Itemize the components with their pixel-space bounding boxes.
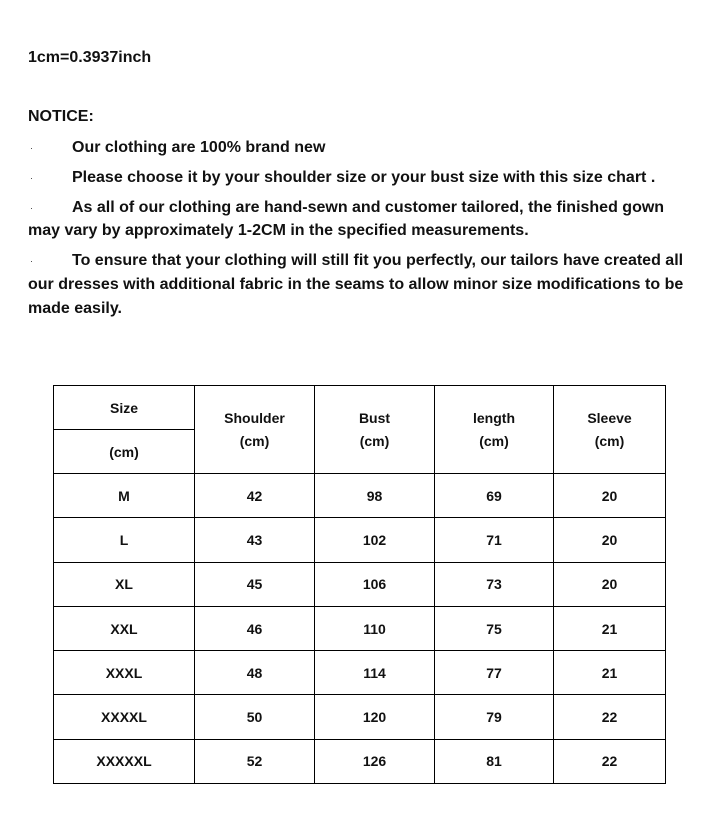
notice-item-4-line-1: To ensure that your clothing will still fit you perfectly, our tailors have created all [72, 252, 684, 269]
shoulder-cell: 50 [195, 695, 315, 739]
size-unit-cell: (cm) [54, 430, 195, 474]
sleeve-cell: 20 [554, 474, 666, 518]
length-cell: 71 [435, 518, 554, 562]
bust-cell: 120 [315, 695, 435, 739]
length-cell: 79 [435, 695, 554, 739]
bust-cell: 110 [315, 606, 435, 650]
size-cell: L [54, 518, 195, 562]
size-cell: XXXXXL [54, 739, 195, 783]
column-header-shoulder: Shoulder (cm) [195, 386, 315, 474]
column-header-length: length (cm) [435, 386, 554, 474]
bullet-marker: · [30, 203, 33, 213]
length-cell: 77 [435, 651, 554, 695]
table-row [54, 474, 666, 518]
sleeve-cell: 21 [554, 606, 666, 650]
bust-cell: 102 [315, 518, 435, 562]
table-row [54, 518, 666, 562]
shoulder-cell: 42 [195, 474, 315, 518]
bullet-marker: · [30, 256, 33, 266]
size-chart-table [53, 385, 666, 784]
table-row [54, 606, 666, 650]
bullet-marker: · [30, 173, 33, 183]
size-cell: XXXL [54, 651, 195, 695]
column-header-sleeve: Sleeve (cm) [554, 386, 666, 474]
sleeve-cell: 20 [554, 518, 666, 562]
shoulder-cell: 43 [195, 518, 315, 562]
bullet-marker: · [30, 143, 33, 153]
table-row [54, 695, 666, 739]
size-cell: XL [54, 562, 195, 606]
bust-cell: 126 [315, 739, 435, 783]
table-row [54, 739, 666, 783]
notice-heading: NOTICE: [28, 108, 94, 125]
shoulder-cell: 48 [195, 651, 315, 695]
bust-cell: 114 [315, 651, 435, 695]
length-cell: 81 [435, 739, 554, 783]
length-cell: 69 [435, 474, 554, 518]
shoulder-cell: 52 [195, 739, 315, 783]
notice-item-3-line-2: may vary by approximately 1-2CM in the specified measurements. [28, 222, 529, 239]
notice-item-4-line-3: made easily. [28, 300, 122, 317]
bust-cell: 98 [315, 474, 435, 518]
length-cell: 75 [435, 606, 554, 650]
notice-item-4-line-2: our dresses with additional fabric in the seams to allow minor size modifications to be [28, 276, 684, 293]
sleeve-cell: 22 [554, 695, 666, 739]
notice-item-3-line-1: As all of our clothing are hand-sewn and customer tailored, the finished gown [72, 199, 665, 216]
column-header-bust: Bust (cm) [315, 386, 435, 474]
shoulder-cell: 45 [195, 562, 315, 606]
bust-cell: 106 [315, 562, 435, 606]
shoulder-cell: 46 [195, 606, 315, 650]
size-header-cell: Size [54, 386, 195, 430]
size-cell: XXXXL [54, 695, 195, 739]
table-row [54, 562, 666, 606]
table-row [54, 651, 666, 695]
sleeve-cell: 22 [554, 739, 666, 783]
length-cell: 73 [435, 562, 554, 606]
notice-item-2: Please choose it by your shoulder size or your bust size with this size chart . [72, 169, 656, 186]
sleeve-cell: 21 [554, 651, 666, 695]
size-cell: M [54, 474, 195, 518]
unit-conversion: 1cm=0.3937inch [28, 49, 152, 66]
table-header-row [54, 386, 666, 430]
sleeve-cell: 20 [554, 562, 666, 606]
size-cell: XXL [54, 606, 195, 650]
notice-item-1: Our clothing are 100% brand new [72, 139, 326, 156]
